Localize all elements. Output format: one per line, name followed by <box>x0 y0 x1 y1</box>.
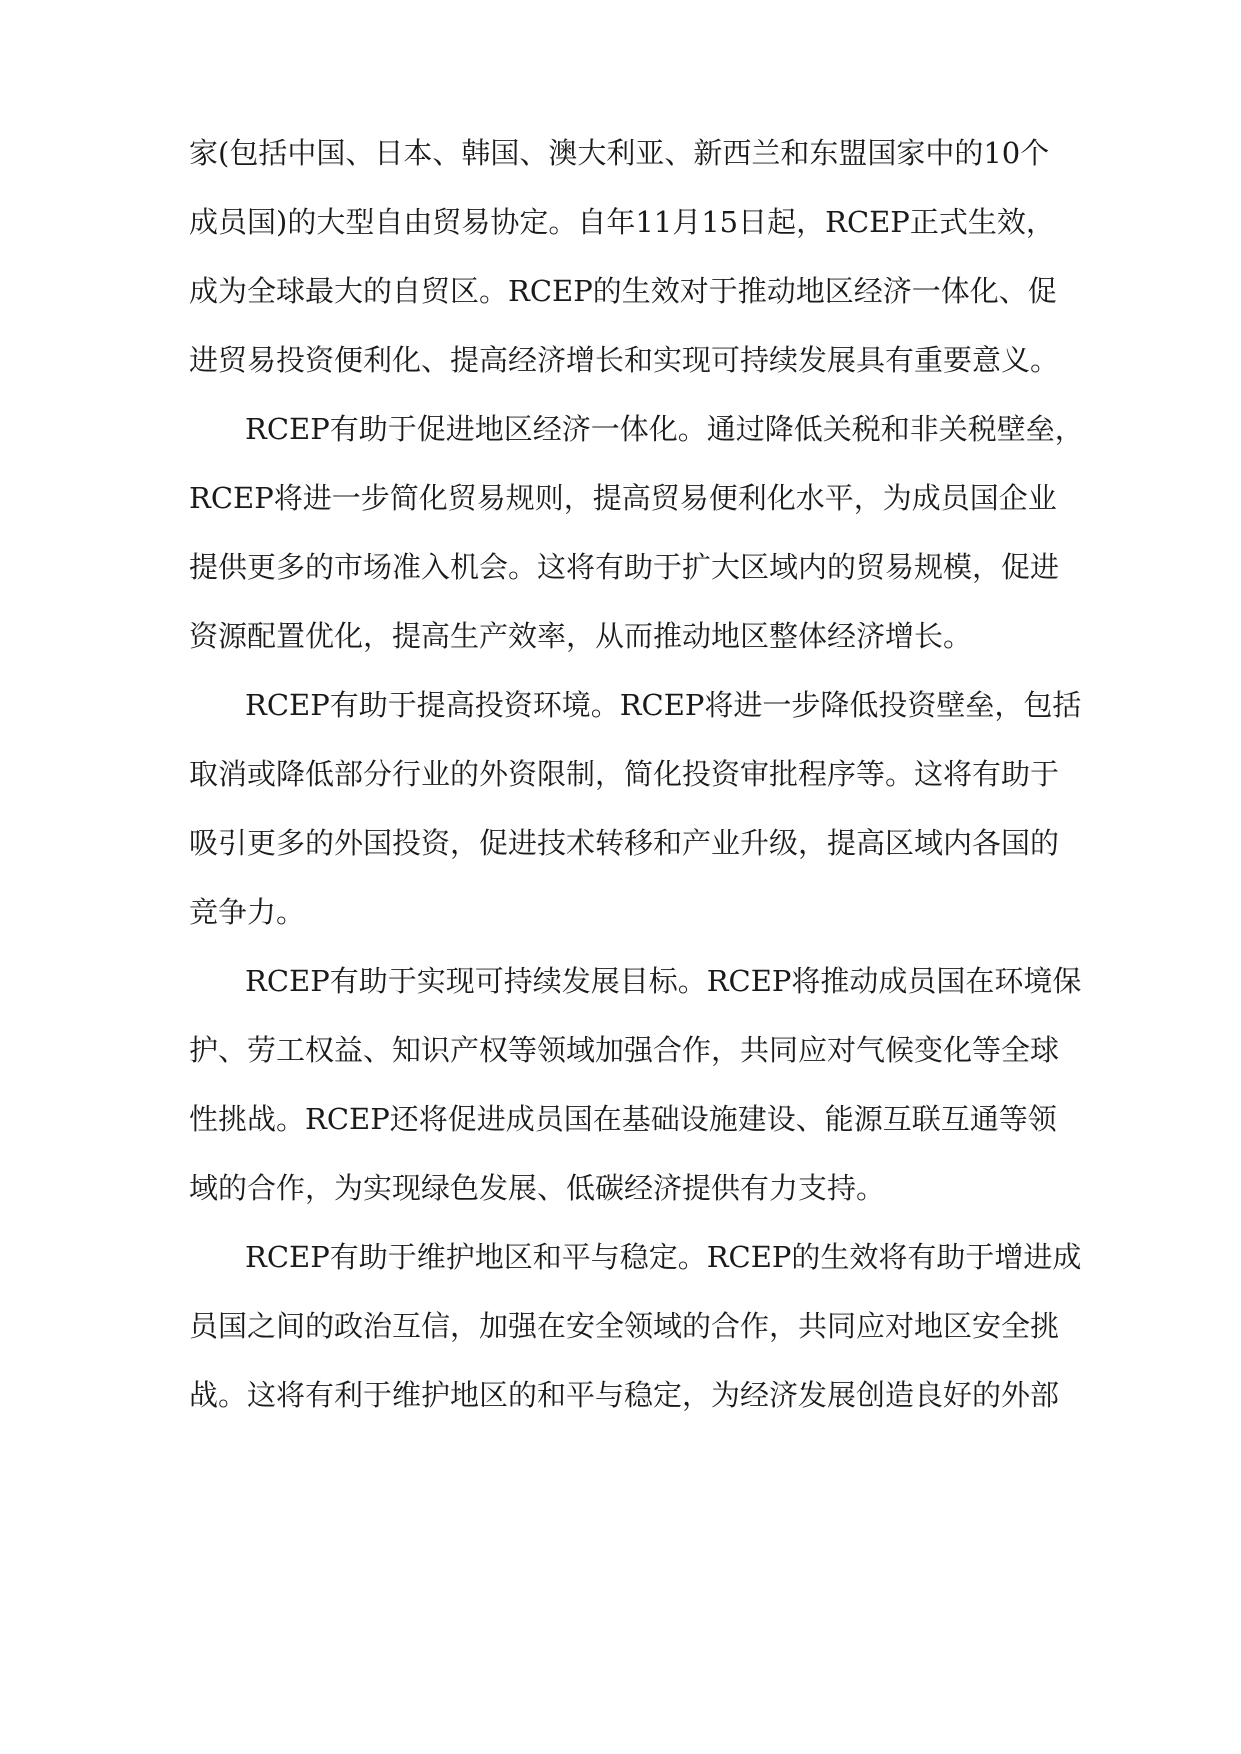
text-line: 取消或降低部分行业的外资限制，简化投资审批程序等。这将有助于 <box>189 757 1060 791</box>
text-line: 提供更多的市场准入机会。这将有助于扩大区域内的贸易规模，促进 <box>189 550 1060 584</box>
text-line: 域的合作，为实现绿色发展、低碳经济提供有力支持。 <box>189 1171 886 1205</box>
text-line: 家(包括中国、日本、韩国、澳大利亚、新西兰和东盟国家中的10个 <box>189 136 1050 170</box>
text-line: RCEP将进一步简化贸易规则，提高贸易便利化水平，为成员国企业 <box>189 481 1057 515</box>
paragraph-first-line: RCEP有助于促进地区经济一体化。通过降低关税和非关税壁垒， <box>245 412 1084 446</box>
text-line: 性挑战。RCEP还将促进成员国在基础设施建设、能源互联互通等领 <box>189 1102 1057 1136</box>
text-line: 成为全球最大的自贸区。RCEP的生效对于推动地区经济一体化、促 <box>189 274 1057 308</box>
text-line: 进贸易投资便利化、提高经济增长和实现可持续发展具有重要意义。 <box>189 343 1060 377</box>
text-line: 战。这将有利于维护地区的和平与稳定，为经济发展创造良好的外部 <box>189 1378 1060 1412</box>
text-line: 吸引更多的外国投资，促进技术转移和产业升级，提高区域内各国的 <box>189 826 1060 860</box>
text-line: 护、劳工权益、知识产权等领域加强合作，共同应对气候变化等全球 <box>189 1033 1060 1067</box>
paragraph-first-line: RCEP有助于维护地区和平与稳定。RCEP的生效将有助于增进成 <box>245 1240 1082 1274</box>
paragraph-first-line: RCEP有助于提高投资环境。RCEP将进一步降低投资壁垒，包括 <box>245 688 1082 722</box>
text-line: 员国之间的政治互信，加强在安全领域的合作，共同应对地区安全挑 <box>189 1309 1060 1343</box>
paragraph-first-line: RCEP有助于实现可持续发展目标。RCEP将推动成员国在环境保 <box>245 964 1082 998</box>
text-line: 竞争力。 <box>189 895 306 929</box>
text-line: 资源配置优化，提高生产效率，从而推动地区整体经济增长。 <box>189 619 973 653</box>
text-line: 成员国)的大型自由贸易协定。自年11月15日起，RCEP正式生效， <box>189 205 1055 239</box>
